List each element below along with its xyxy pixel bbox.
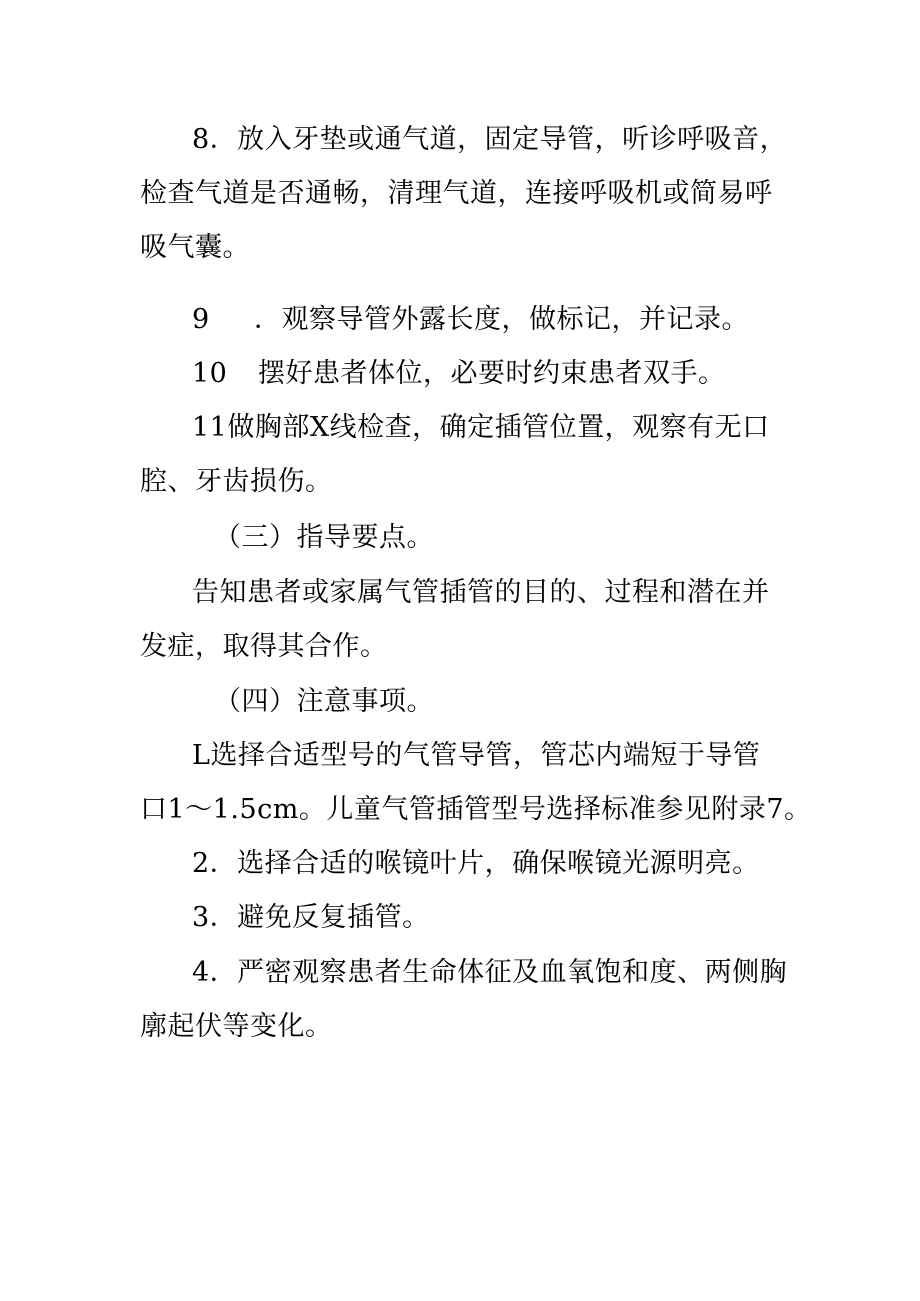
- item-9: [192, 302, 749, 338]
- item-10-number: 10: [192, 358, 228, 389]
- item-8-line-3: 吸气囊。: [140, 232, 250, 263]
- section-4-item-3: 3．避免反复插管。: [192, 902, 430, 933]
- section-4-item-1-line-2: 口1～1.5cm。儿童气管插管型号选择标准参见附录7。: [140, 794, 812, 825]
- section-4-item-1-line-1: L选择合适型号的气管导管，管芯内端短于导管: [192, 740, 761, 771]
- item-8-line-1: 8．放入牙垫或通气道，固定导管，听诊呼吸音，: [192, 124, 788, 155]
- item-10-text: 摆好患者体位，必要时约束患者双手。: [258, 358, 726, 389]
- item-11-line-2: 腔、牙齿损伤。: [140, 466, 333, 497]
- section-4-heading: （四）注意事项。: [214, 686, 434, 717]
- item-9-text: ．观察导管外露长度，做标记，并记录。: [254, 304, 749, 335]
- item-10: [192, 356, 726, 392]
- item-8-line-2: 检查气道是否通畅，清理气道，连接呼吸机或简易呼: [140, 178, 773, 209]
- section-4-item-4-line-1: 4．严密观察患者生命体征及血氧饱和度、两侧胸: [192, 957, 788, 988]
- section-3-para-line-2: 发症，取得其合作。: [140, 631, 388, 662]
- section-4-item-2: 2．选择合适的喉镜叶片，确保喉镜光源明亮。: [192, 848, 760, 879]
- item-11-line-1: 11做胸部X线检查，确定插管位置，观察有无口: [192, 412, 770, 443]
- section-4-item-4-line-2: 廓起伏等变化。: [140, 1011, 333, 1042]
- item-9-number: 9: [192, 304, 210, 335]
- section-3-heading: （三）指导要点。: [214, 522, 434, 553]
- section-3-para-line-1: 告知患者或家属气管插管的目的、过程和潜在并: [192, 577, 770, 608]
